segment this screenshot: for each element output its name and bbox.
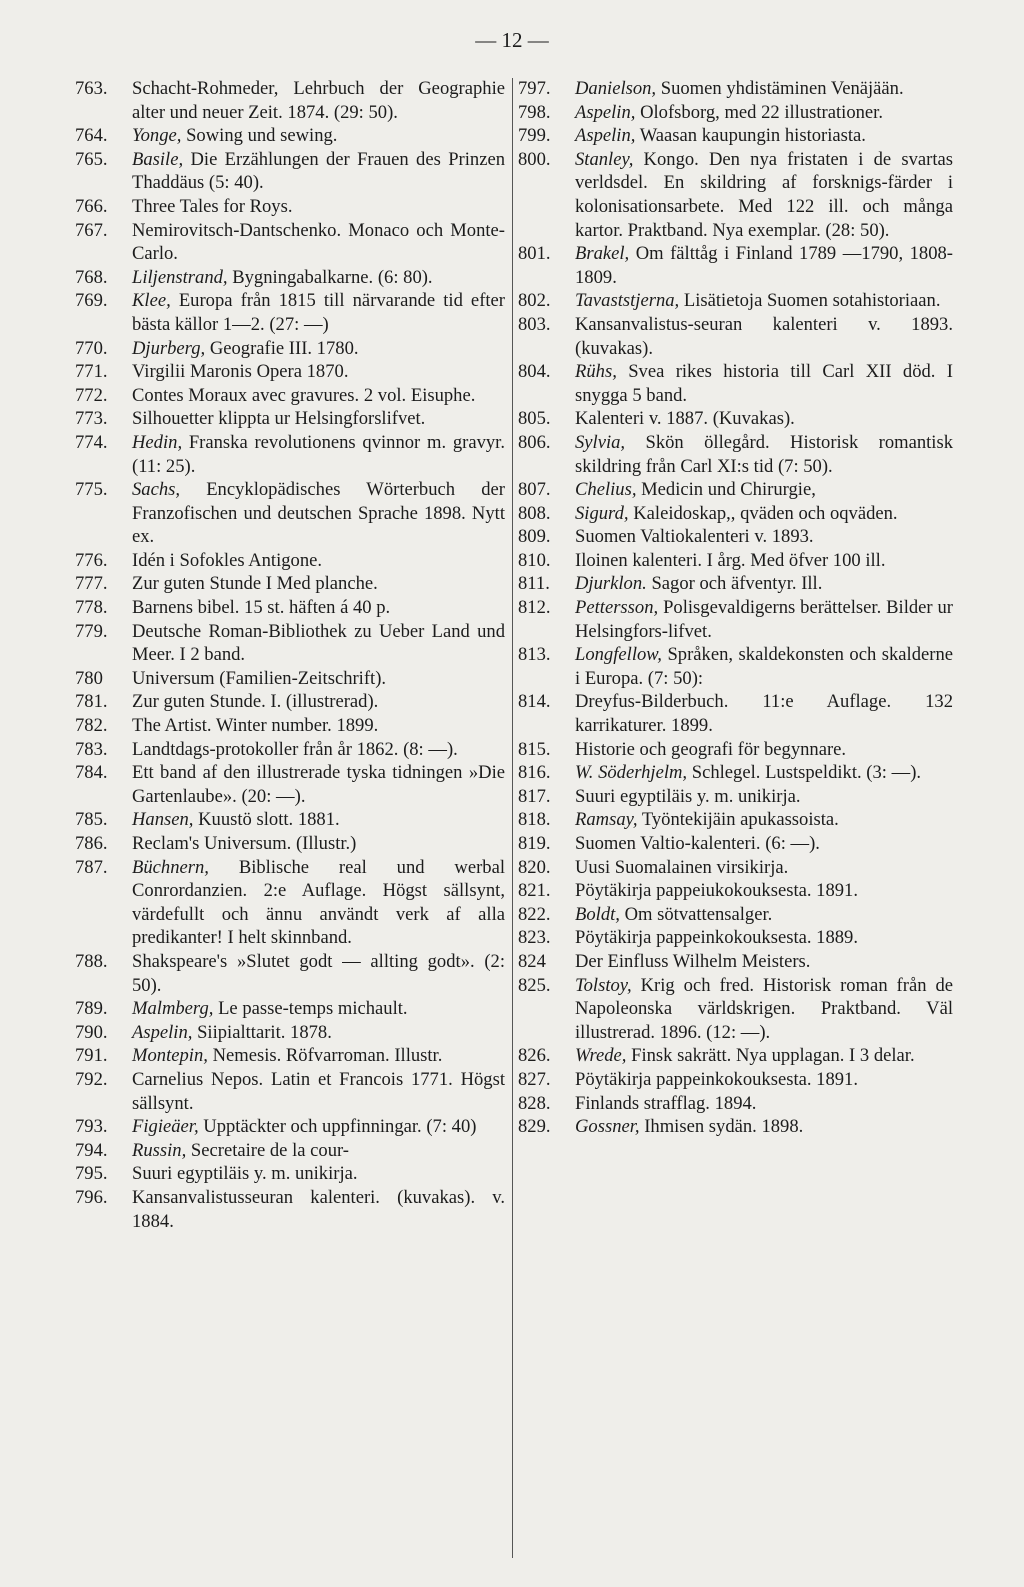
entry-number: 793. bbox=[75, 1116, 108, 1138]
catalog-entry bbox=[518, 950, 953, 974]
catalog-entry bbox=[518, 101, 953, 125]
catalog-entry bbox=[75, 620, 505, 667]
catalog-entry bbox=[518, 808, 953, 832]
entry-number: 826. bbox=[518, 1045, 551, 1067]
entry-number: 764. bbox=[75, 125, 108, 147]
entry-author: Chelius, bbox=[575, 479, 637, 501]
catalog-entry bbox=[518, 360, 953, 407]
entry-text: Suomen yhdistäminen Venäjään. bbox=[660, 78, 904, 99]
catalog-entry bbox=[518, 1092, 953, 1116]
entry-text: Zur guten Stunde I Med planche. bbox=[132, 573, 378, 595]
catalog-entry bbox=[75, 124, 505, 148]
catalog-entry bbox=[518, 643, 953, 690]
entry-text: Pöytäkirja pappeinkokouksesta. 1889. bbox=[575, 927, 858, 949]
entry-text: Olofsborg, med 22 illustrationer. bbox=[640, 101, 883, 123]
entry-text: Suuri egyptiläis y. m. unikirja. bbox=[575, 785, 801, 807]
entry-text: Zur guten Stunde. I. (illustrerad). bbox=[132, 691, 379, 713]
entry-text: Suomen Valtio-kalenteri. (6: —). bbox=[575, 833, 820, 854]
entry-number: 821. bbox=[518, 880, 551, 902]
entry-text: Siipialttarit. 1878. bbox=[197, 1021, 332, 1043]
catalog-entry bbox=[75, 667, 505, 691]
catalog-left-column bbox=[75, 77, 505, 1233]
entry-number: 785. bbox=[75, 809, 108, 831]
entry-number: 813. bbox=[518, 644, 551, 666]
entry-author: Hedin, bbox=[132, 431, 183, 453]
catalog-entry bbox=[75, 690, 505, 714]
entry-number: 819. bbox=[518, 833, 551, 854]
entry-text: Deutsche Roman-Bibliothek zu Ueber Land und Meer. I 2 band. bbox=[132, 620, 505, 666]
catalog-entry bbox=[518, 77, 953, 101]
entry-text: Skön öllegård. Historisk romantisk skildring från Carl XI:s tid (7: 50). bbox=[575, 431, 953, 477]
catalog-entry bbox=[75, 572, 505, 596]
catalog-entry bbox=[518, 690, 953, 737]
catalog-entry bbox=[75, 407, 505, 431]
entry-text: Waasan kaupungin historiasta. bbox=[639, 125, 866, 147]
catalog-entry bbox=[518, 313, 953, 360]
entry-text: Die Erzählungen der Frauen des Prinzen Thaddäus (5: 40). bbox=[132, 148, 505, 194]
entry-author: Sigurd, bbox=[575, 502, 629, 524]
entry-number: 796. bbox=[75, 1186, 108, 1208]
entry-author: Boldt, bbox=[575, 903, 620, 925]
catalog-entry bbox=[518, 478, 953, 502]
catalog-entry bbox=[518, 549, 953, 573]
entry-number: 820. bbox=[518, 856, 551, 878]
entry-text: Finsk sakrätt. Nya upplagan. I 3 delar. bbox=[631, 1045, 915, 1067]
catalog-entry bbox=[518, 431, 953, 478]
entry-author: Yonge, bbox=[132, 125, 182, 147]
entry-text: Kalenteri v. 1887. (Kuvakas). bbox=[575, 408, 795, 430]
entry-text: Contes Moraux avec gravures. 2 vol. Eisuphe. bbox=[132, 384, 476, 406]
entry-number: 779. bbox=[75, 620, 108, 642]
catalog-entry bbox=[75, 360, 505, 384]
entry-number: 805. bbox=[518, 408, 551, 430]
entry-number: 782. bbox=[75, 715, 108, 737]
entry-number: 766. bbox=[75, 195, 108, 217]
entry-number: 822. bbox=[518, 903, 551, 925]
entry-author: Aspelin, bbox=[575, 101, 636, 123]
entry-text: Lisätietoja Suomen sotahistoriaan. bbox=[683, 290, 941, 312]
entry-text: Schlegel. Lustspeldikt. (3: —). bbox=[691, 762, 922, 784]
entry-number: 802. bbox=[518, 290, 551, 312]
entry-author: Liljenstrand, bbox=[132, 266, 228, 288]
entry-text: Le passe-temps michault. bbox=[218, 998, 408, 1020]
entry-number: 829. bbox=[518, 1116, 551, 1138]
catalog-entry bbox=[518, 124, 953, 148]
entry-text: Suuri egyptiläis y. m. unikirja. bbox=[132, 1163, 358, 1185]
entry-text: Biblische real und werbal Conrordanzien. 2:e Auflage. Högst sällsynt, värdefullt och ännu användt verk af alla predikanter! I helt skinnband. bbox=[132, 856, 505, 949]
entry-text: Iloinen kalenteri. I årg. Med öfver 100 ill. bbox=[575, 549, 886, 571]
entry-text: Three Tales for Roys. bbox=[132, 195, 293, 217]
catalog-entry bbox=[75, 761, 505, 808]
catalog-entry bbox=[518, 572, 953, 596]
entry-number: 771. bbox=[75, 361, 108, 383]
entry-number: 768. bbox=[75, 266, 108, 288]
entry-text: Om sötvattensalger. bbox=[624, 903, 773, 925]
entry-author: W. Söderhjelm, bbox=[575, 762, 688, 784]
entry-author: Russin, bbox=[132, 1139, 187, 1161]
entry-text: Kansanvalistus-seuran kalenteri v. 1893. (kuvakas). bbox=[575, 313, 953, 359]
entry-text: Reclam's Universum. (Illustr.) bbox=[132, 833, 357, 854]
entry-text: Krig och fred. Historisk roman från de Napoleonska världskrigen. Praktband. Väl illustrerad. 1896. (12: —). bbox=[575, 974, 953, 1043]
catalog-entry bbox=[518, 242, 953, 289]
page-number: — 12 — bbox=[475, 28, 549, 52]
entry-author: Aspelin, bbox=[132, 1021, 193, 1043]
entry-text: Kansanvalistusseuran kalenteri. (kuvakas). v. 1884. bbox=[132, 1186, 505, 1232]
entry-author: Djurberg, bbox=[132, 337, 206, 359]
catalog-entry bbox=[75, 1139, 505, 1163]
entry-text: Sagor och äfventyr. Ill. bbox=[651, 573, 823, 595]
entry-text: Språken, skaldekonsten och skalderne i Europa. (7: 50): bbox=[575, 644, 953, 689]
catalog-entry bbox=[75, 997, 505, 1021]
entry-number: 799. bbox=[518, 125, 551, 147]
entry-text: Finlands strafflag. 1894. bbox=[575, 1092, 757, 1114]
column-divider bbox=[512, 78, 513, 1558]
entry-number: 788. bbox=[75, 950, 108, 972]
catalog-entry bbox=[518, 596, 953, 643]
entry-number: 791. bbox=[75, 1045, 108, 1067]
entry-number: 801. bbox=[518, 243, 551, 265]
entry-number: 824 bbox=[518, 950, 546, 972]
entry-number: 808. bbox=[518, 502, 551, 524]
catalog-right-column bbox=[518, 77, 953, 1139]
entry-number: 770. bbox=[75, 337, 108, 359]
entry-number: 786. bbox=[75, 833, 108, 854]
entry-number: 816. bbox=[518, 762, 551, 784]
entry-author: Malmberg, bbox=[132, 998, 214, 1020]
entry-number: 773. bbox=[75, 408, 108, 430]
entry-number: 828. bbox=[518, 1092, 551, 1114]
entry-text: Dreyfus-Bilderbuch. 11:e Auflage. 132 karrikaturer. 1899. bbox=[575, 691, 953, 737]
entry-text: Nemirovitsch-Dantschenko. Monaco och Monte-Carlo. bbox=[132, 219, 505, 265]
entry-number: 772. bbox=[75, 384, 108, 406]
entry-author: Danielson, bbox=[575, 78, 657, 99]
entry-author: Basile, bbox=[132, 148, 184, 170]
entry-text: Historie och geografi för begynnare. bbox=[575, 738, 847, 760]
entry-text: Franska revolutionens qvinnor m. gravyr. (11: 25). bbox=[132, 431, 505, 477]
entry-author: Aspelin, bbox=[575, 125, 636, 147]
entry-author: Gossner, bbox=[575, 1116, 640, 1138]
catalog-entry bbox=[518, 148, 953, 242]
entry-number: 790. bbox=[75, 1021, 108, 1043]
catalog-entry bbox=[75, 1162, 505, 1186]
entry-text: Ett band af den illustrerade tyska tidningen »Die Gartenlaube». (20: —). bbox=[132, 762, 505, 807]
catalog-entry bbox=[518, 502, 953, 526]
entry-number: 780 bbox=[75, 667, 103, 689]
entry-author: Longfellow, bbox=[575, 644, 662, 666]
catalog-entry bbox=[75, 337, 505, 361]
catalog-entry bbox=[75, 1068, 505, 1115]
catalog-entry bbox=[75, 77, 505, 124]
entry-author: Tavaststjerna, bbox=[575, 290, 680, 312]
entry-text: Pöytäkirja pappeiukokouksesta. 1891. bbox=[575, 880, 858, 902]
entry-number: 787. bbox=[75, 856, 108, 878]
catalog-entry bbox=[75, 1044, 505, 1068]
entry-number: 817. bbox=[518, 785, 551, 807]
entry-number: 825. bbox=[518, 974, 551, 996]
entry-number: 784. bbox=[75, 762, 108, 784]
entry-number: 792. bbox=[75, 1068, 108, 1090]
catalog-entry bbox=[75, 856, 505, 950]
entry-number: 777. bbox=[75, 573, 108, 595]
catalog-entry bbox=[75, 1186, 505, 1233]
entry-number: 795. bbox=[75, 1163, 108, 1185]
entry-text: Secretaire de la cour- bbox=[190, 1139, 349, 1161]
entry-number: 794. bbox=[75, 1139, 108, 1161]
entry-number: 811. bbox=[518, 573, 550, 595]
catalog-entry bbox=[75, 549, 505, 573]
entry-number: 807. bbox=[518, 479, 551, 501]
entry-number: 818. bbox=[518, 809, 551, 831]
catalog-entry bbox=[518, 407, 953, 431]
catalog-entry bbox=[75, 738, 505, 762]
entry-number: 763. bbox=[75, 78, 108, 99]
entry-text: Kaleidoskap,, qväden och oqväden. bbox=[633, 502, 898, 524]
entry-text: Nemesis. Röfvarroman. Illustr. bbox=[212, 1045, 443, 1067]
entry-author: Montepin, bbox=[132, 1045, 208, 1067]
catalog-entry bbox=[75, 289, 505, 336]
entry-author: Rühs, bbox=[575, 361, 617, 383]
entry-text: Encyklopädisches Wörterbuch der Franzofischen und deutschen Sprache 1898. Nytt ex. bbox=[132, 479, 505, 548]
entry-text: Carnelius Nepos. Latin et Francois 1771. Högst sällsynt. bbox=[132, 1068, 505, 1114]
entry-author: Pettersson, bbox=[575, 597, 659, 619]
catalog-entry bbox=[518, 926, 953, 950]
entry-text: Ihmisen sydän. 1898. bbox=[644, 1116, 804, 1138]
entry-number: 783. bbox=[75, 738, 108, 760]
entry-text: Landtdags-protokoller från år 1862. (8: —). bbox=[132, 738, 458, 760]
entry-number: 812. bbox=[518, 597, 551, 619]
entry-number: 798. bbox=[518, 101, 551, 123]
entry-text: Pöytäkirja pappeinkokouksesta. 1891. bbox=[575, 1068, 858, 1090]
catalog-entry bbox=[75, 950, 505, 997]
entry-text: Työntekijäin apukassoista. bbox=[641, 809, 839, 831]
entry-number: 827. bbox=[518, 1068, 551, 1090]
entry-text: Schacht-Rohmeder, Lehrbuch der Geographie alter und neuer Zeit. 1874. (29: 50). bbox=[132, 78, 505, 123]
entry-text: Kuustö slott. 1881. bbox=[198, 809, 340, 831]
entry-number: 803. bbox=[518, 313, 551, 335]
entry-author: Brakel, bbox=[575, 243, 630, 265]
entry-number: 767. bbox=[75, 219, 108, 241]
entry-author: Wrede, bbox=[575, 1045, 627, 1067]
entry-number: 781. bbox=[75, 691, 108, 713]
entry-author: Tolstoy, bbox=[575, 974, 632, 996]
entry-text: Medicin und Chirurgie, bbox=[641, 479, 816, 501]
catalog-entry bbox=[75, 808, 505, 832]
catalog-entry bbox=[518, 738, 953, 762]
entry-text: Universum (Familien-Zeitschrift). bbox=[132, 667, 387, 689]
catalog-entry bbox=[518, 525, 953, 549]
entry-author: Sachs, bbox=[132, 479, 181, 501]
entry-text: Upptäckter och uppfinningar. (7: 40) bbox=[203, 1116, 477, 1138]
catalog-entry bbox=[518, 1044, 953, 1068]
entry-number: 774. bbox=[75, 431, 108, 453]
entry-text: Geografie III. 1780. bbox=[209, 337, 359, 359]
catalog-entry bbox=[518, 832, 953, 856]
entry-number: 765. bbox=[75, 148, 108, 170]
catalog-entry bbox=[75, 1115, 505, 1139]
catalog-entry bbox=[518, 785, 953, 809]
entry-author: Ramsay, bbox=[575, 809, 638, 831]
entry-number: 806. bbox=[518, 431, 551, 453]
entry-text: Uusi Suomalainen virsikirja. bbox=[575, 856, 789, 878]
entry-number: 775. bbox=[75, 479, 108, 501]
entry-number: 814. bbox=[518, 691, 551, 713]
catalog-entry bbox=[518, 289, 953, 313]
entry-text: Barnens bibel. 15 st. häften á 40 p. bbox=[132, 597, 391, 619]
entry-text: Bygningabalkarne. (6: 80). bbox=[232, 266, 433, 288]
catalog-entry bbox=[75, 431, 505, 478]
entry-number: 810. bbox=[518, 549, 551, 571]
entry-number: 804. bbox=[518, 361, 551, 383]
catalog-entry bbox=[518, 761, 953, 785]
catalog-entry bbox=[518, 1068, 953, 1092]
catalog-entry bbox=[518, 856, 953, 880]
entry-text: Suomen Valtiokalenteri v. 1893. bbox=[575, 526, 814, 548]
catalog-entry bbox=[518, 1115, 953, 1139]
entry-number: 800. bbox=[518, 148, 551, 170]
entry-number: 778. bbox=[75, 597, 108, 619]
entry-number: 769. bbox=[75, 290, 108, 312]
entry-text: Der Einfluss Wilhelm Meisters. bbox=[575, 950, 811, 972]
entry-text: Polisgevaldigerns berättelser. Bilder ur Helsingfors-lifvet. bbox=[575, 597, 953, 642]
entry-text: Silhouetter klippta ur Helsingforslifvet. bbox=[132, 408, 426, 430]
catalog-entry bbox=[75, 195, 505, 219]
catalog-entry bbox=[75, 384, 505, 408]
entry-text: Shakspeare's »Slutet godt — allting godt». (2: 50). bbox=[132, 950, 505, 996]
entry-number: 789. bbox=[75, 998, 108, 1020]
entry-number: 815. bbox=[518, 738, 551, 760]
catalog-entry bbox=[518, 974, 953, 1045]
entry-author: Djurklon. bbox=[575, 573, 647, 595]
entry-text: Sowing und sewing. bbox=[186, 125, 338, 147]
entry-number: 823. bbox=[518, 927, 551, 949]
catalog-entry bbox=[75, 714, 505, 738]
entry-text: The Artist. Winter number. 1899. bbox=[132, 715, 379, 737]
entry-text: Idén i Sofokles Antigone. bbox=[132, 549, 323, 571]
catalog-entry bbox=[75, 596, 505, 620]
catalog-entry bbox=[518, 903, 953, 927]
entry-text: Virgilii Maronis Opera 1870. bbox=[132, 361, 349, 383]
entry-author: Hansen, bbox=[132, 809, 194, 831]
catalog-entry bbox=[75, 266, 505, 290]
entry-author: Stanley, bbox=[575, 148, 634, 170]
entry-text: Kongo. Den nya fristaten i de svartas verldsdel. En skildring af forsknigs-färder i kolonisationsarbete. Med 122 ill. och många kartor. Praktband. Nya exemplar. (28: 50). bbox=[575, 148, 953, 241]
entry-author: Sylvia, bbox=[575, 431, 626, 453]
entry-text: Svea rikes historia till Carl XII död. I snygga 5 band. bbox=[575, 361, 953, 406]
entry-author: Klee, bbox=[132, 290, 171, 312]
entry-author: Büchnern, bbox=[132, 856, 209, 878]
entry-text: Om fälttåg i Finland 1789 —1790, 1808-1809. bbox=[575, 243, 953, 288]
catalog-entry bbox=[75, 478, 505, 549]
catalog-entry bbox=[75, 832, 505, 856]
catalog-entry bbox=[75, 1021, 505, 1045]
catalog-entry bbox=[518, 879, 953, 903]
entry-number: 809. bbox=[518, 526, 551, 548]
catalog-entry bbox=[75, 148, 505, 195]
entry-number: 776. bbox=[75, 549, 108, 571]
entry-author: Figieäer, bbox=[132, 1116, 199, 1138]
entry-number: 797. bbox=[518, 78, 551, 99]
catalog-entry bbox=[75, 219, 505, 266]
entry-text: Europa från 1815 till närvarande tid efter bästa källor 1—2. (27: —) bbox=[132, 290, 505, 335]
